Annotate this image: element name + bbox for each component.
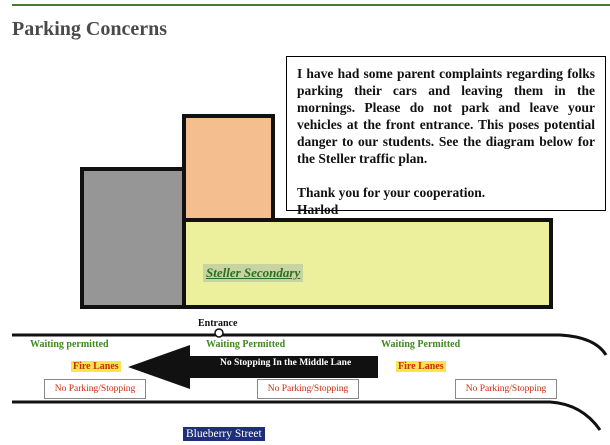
- notice-signature: Harlod: [297, 202, 339, 217]
- notice-paragraph: I have had some parent complaints regarding folks parking their cars and leaving them in the mornings. Please do not park and leave your vehicles at the front entrance. This poses potential danger to our students. See the diagram below for the Steller traffic plan.: [297, 66, 595, 166]
- notice-thanks: Thank you for your cooperation.: [297, 185, 486, 200]
- arrow-label: No Stopping In the Middle Lane: [220, 358, 352, 368]
- waiting-label-middle: Waiting Permitted: [206, 339, 286, 350]
- fire-lane-label-right: Fire Lanes: [398, 361, 444, 372]
- fire-lane-label-left: Fire Lanes: [73, 361, 119, 372]
- no-parking-right: No Parking/Stopping: [455, 379, 557, 399]
- waiting-label-left: Waiting permitted: [30, 339, 109, 350]
- no-parking-left: No Parking/Stopping: [44, 379, 146, 399]
- street-label: Blueberry Street: [183, 427, 265, 441]
- road-lower-line: [12, 402, 600, 430]
- entrance-label: Entrance: [198, 318, 238, 329]
- school-label: Steller Secondary: [203, 264, 303, 282]
- entrance-marker: [215, 329, 223, 337]
- no-parking-middle: No Parking/Stopping: [257, 379, 359, 399]
- waiting-label-right: Waiting Permitted: [381, 339, 461, 350]
- page-title: Parking Concerns: [12, 18, 167, 40]
